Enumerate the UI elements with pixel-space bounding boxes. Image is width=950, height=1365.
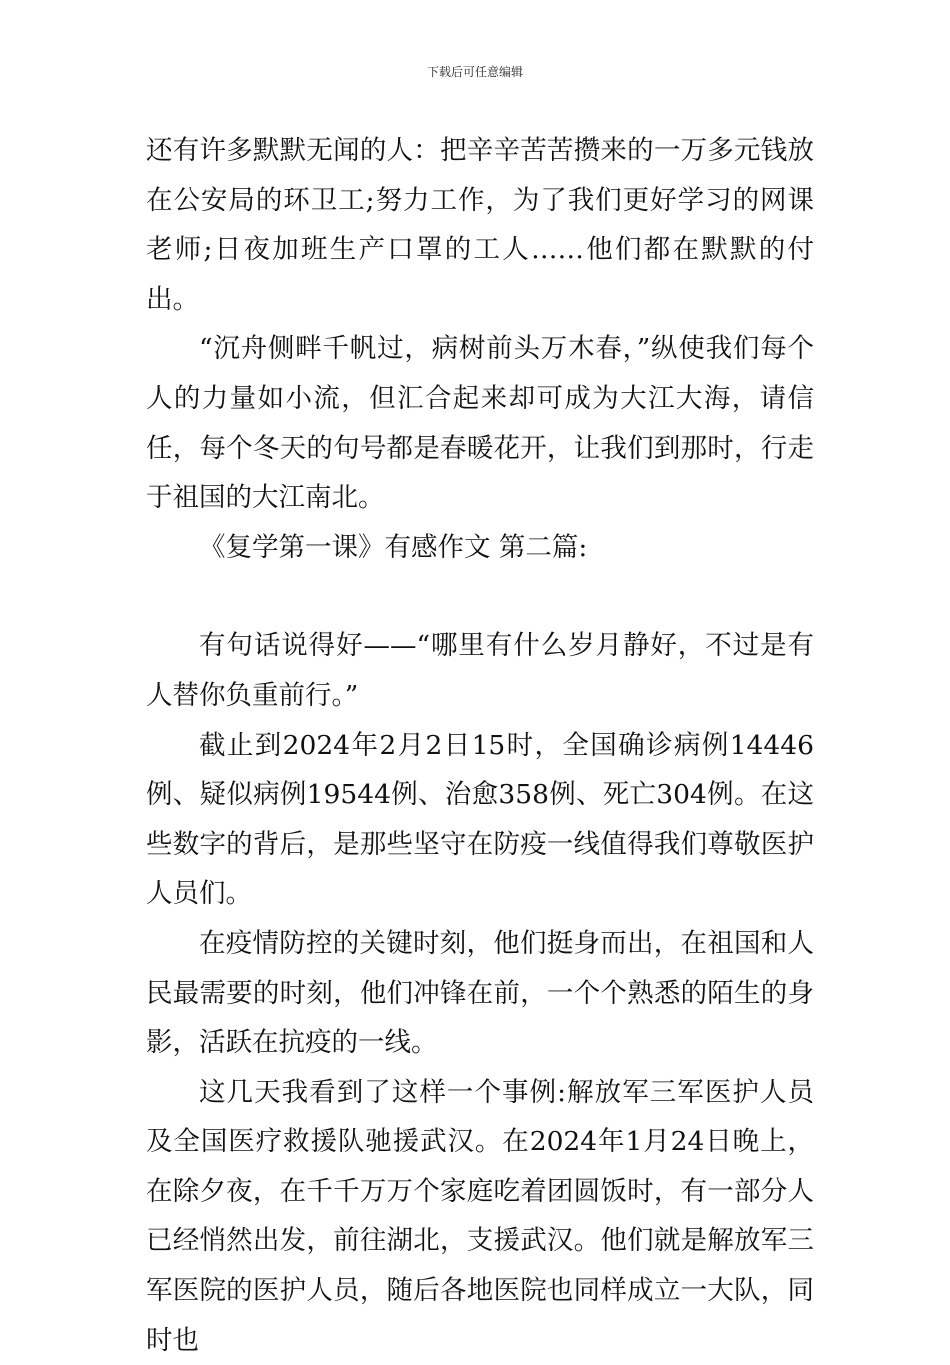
paragraph-6: 这几天我看到了这样一个事例:解放军三军医护人员及全国医疗救援队驰援武汉。在2024年1月24日晚上，在除夕夜，在千千万万个家庭吃着团圆饭时，有一部分人已经悄然出发，前往湖北，支援武汉。他们就是解放军三军医院的医护人员，随后各地医院也同样成立一大队，同时也 — [146, 1076, 814, 1356]
paragraph-4: 截止到2024年2月2日15时，全国确诊病例14446例、疑似病例19544例、治愈358例、死亡304例。在这些数字的背后，是那些坚守在防疫一线值得我们尊敬医护人员们。 — [146, 729, 814, 910]
blank-line — [146, 572, 814, 621]
paragraph-2: “沉舟侧畔千帆过，病树前头万木春，”纵使我们每个人的力量如小流，但汇合起来却可成为大江大海，请信任，每个冬天的句号都是春暖花开，让我们到那时，行走于祖国的大江南北。 — [146, 333, 814, 514]
paragraph-5: 在疫情防控的关键时刻，他们挺身而出，在祖国和人民最需要的时刻，他们冲锋在前，一个个熟悉的陌生的身影，活跃在抗疫的一线。 — [146, 927, 814, 1059]
paragraph-3: 有句话说得好——“哪里有什么岁月静好，不过是有人替你负重前行。” — [146, 630, 814, 711]
section-heading: 《复学第一课》有感作文 第二篇: — [199, 531, 588, 563]
page-header: 下载后可任意编辑 — [426, 65, 523, 79]
document-body — [146, 126, 814, 1365]
paragraph-1: 还有许多默默无闻的人：把辛辛苦苦攒来的一万多元钱放在公安局的环卫工;努力工作，为了我们更好学习的网课老师;日夜加班生产口罩的工人……他们都在默默的付出。 — [146, 135, 814, 315]
